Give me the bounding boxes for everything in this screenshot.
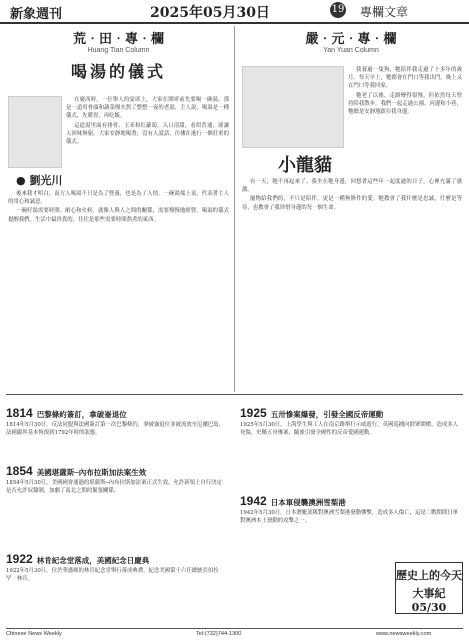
- right-paragraph: 寵物給我們的，不只是陪伴，更是一種無條件的愛。牠教會了我什麼是忠誠，什麼是等待，也教會了我珍惜身邊的每一個生命。: [242, 196, 462, 211]
- history-event: [6, 548, 226, 584]
- page-number-badge: 19: [330, 2, 346, 18]
- left-article-body-cont: [8, 190, 229, 225]
- issue-date: 2025年05月30日: [150, 5, 270, 21]
- event-body: 1922年5月30日，位於華盛頓的林肯紀念堂舉行落成典禮，紀念美國第十六任總統亞伯拉罕‧林肯。: [6, 568, 219, 582]
- left-paragraph: 在廣西時，一位舉人的宴席上，大家在開席前先要喝一碗湯。那是一道用骨頭和蔬菜慢火熬了整整一夜的老湯，主人說，喝湯是一種儀式，先暖胃，再吃飯。: [66, 97, 229, 120]
- left-paragraph: 一碗好湯需要時間、耐心和火候，就像人與人之間的關係，需要慢慢地經營。喝湯的儀式提醒我們，生活中最珍貴的，往往是那些需要時間熬煮的東西。: [8, 208, 229, 223]
- right-article-body: [348, 66, 462, 117]
- author-bullet: ●: [16, 174, 30, 187]
- column-divider: [234, 26, 235, 392]
- left-column-author: [16, 172, 62, 188]
- section-divider: [6, 394, 463, 395]
- footer-phone: Tel:(732)744-1300: [196, 631, 242, 637]
- left-author-name: 劉光川: [29, 174, 63, 187]
- right-paragraph: 牠老了以後，走路變得很慢，但依然每天堅持陪我散步。我們一起走過公園、河邊和小巷，牠總是安靜地跟在我身邊。: [348, 92, 462, 116]
- left-article-body: [66, 96, 229, 147]
- event-title: 美國堪薩斯─內布拉斯加法案生效: [36, 468, 147, 477]
- section-label: 專欄文章: [360, 5, 409, 19]
- event-body: 1925年5月30日，上海學生與工人在南京路舉行示威遊行，英國巡捕向群眾開槍，造成多人死傷，史稱五卅慘案，隨後引發全國性的反帝愛國運動。: [240, 422, 459, 436]
- history-today-badge: [395, 562, 463, 614]
- history-event: [6, 460, 226, 496]
- event-title: 林肯紀念堂落成，美國紀念日慶典: [36, 556, 150, 565]
- page-footer: [6, 628, 463, 639]
- event-year: 1942: [240, 494, 267, 508]
- right-paragraph: 我養過一隻狗，牠陪伴我走過了十多年的歲月。每天早上，牠都會在門口等我出門，晚上又在門口等我回家。: [348, 67, 462, 90]
- badge-title: 歷史上的今天: [396, 569, 462, 582]
- event-year: 1814: [6, 406, 33, 420]
- footer-publication: Chinese News Weekly: [6, 631, 62, 637]
- right-column-title: 嚴‧元‧專‧欄: [305, 32, 397, 47]
- left-column-headline: 喝湯的儀式: [70, 62, 166, 81]
- right-column: [238, 26, 464, 392]
- event-title: 巴黎條約簽訂，拿破崙退位: [36, 410, 127, 419]
- history-event: [240, 490, 460, 526]
- badge-date: 大事紀 05/30: [411, 587, 447, 614]
- event-year: 1922: [6, 552, 33, 566]
- event-title: 五卅慘案爆發，引發全國反帝運動: [270, 410, 384, 419]
- footer-website: www.newsweekly.com: [376, 631, 432, 637]
- left-column: [6, 26, 231, 392]
- event-year: 1854: [6, 464, 33, 478]
- left-column-subtitle: Huang Tian Column: [87, 47, 150, 54]
- right-column-subtitle: Yan Yuan Column: [323, 47, 379, 54]
- left-paragraph: 這道湯里面有排骨、玉米和紅蘿蔔，入口清甜，看似普通，卻讓人回味無窮。大家安靜地喝著，沒有人說話，彷彿在進行一個莊重的儀式。: [66, 122, 229, 146]
- right-paragraph: 有一天，牠不再起來了。我坐在牠身邊，回想著這些年一起度過的日子，心裡充滿了感激。: [242, 179, 462, 194]
- right-column-author: 小龍貓: [278, 155, 332, 176]
- right-article-body-cont: [242, 178, 462, 213]
- page-header: [0, 0, 469, 24]
- publication-title: 新象週刊: [10, 7, 63, 22]
- history-event: [6, 402, 226, 438]
- event-body: 1854年5月30日，美國國會通過的堪薩斯─內布拉斯加法案正式生效，允許新領土自行決定是否允許奴隸制，加劇了南北之間的緊張關係。: [6, 480, 222, 494]
- left-paragraph: 後來我才明白，南方人喝湯不只是為了營養，也是為了人情。一碗湯端上桌，代表著主人的用心和誠意。: [8, 191, 229, 206]
- event-body: 1942年5月30日，日本潛艇部隊對澳洲雪梨港發動襲擊，造成多人傷亡，這是二戰期間日軍對澳洲本土發動的攻擊之一。: [240, 510, 459, 524]
- left-column-title: 荒‧田‧專‧欄: [72, 32, 164, 47]
- author-photo: [8, 96, 62, 168]
- event-year: 1925: [240, 406, 267, 420]
- event-body: 1814年5月30日，反法同盟與法國簽訂第一次巴黎條約，拿破崙退位並被流放至厄爾巴島，法國疆界基本恢復到1792年時的狀態。: [6, 422, 225, 436]
- history-event: [240, 402, 460, 438]
- article-photo: [242, 66, 344, 148]
- event-title: 日本軍侵襲澳洲雪梨港: [270, 498, 346, 507]
